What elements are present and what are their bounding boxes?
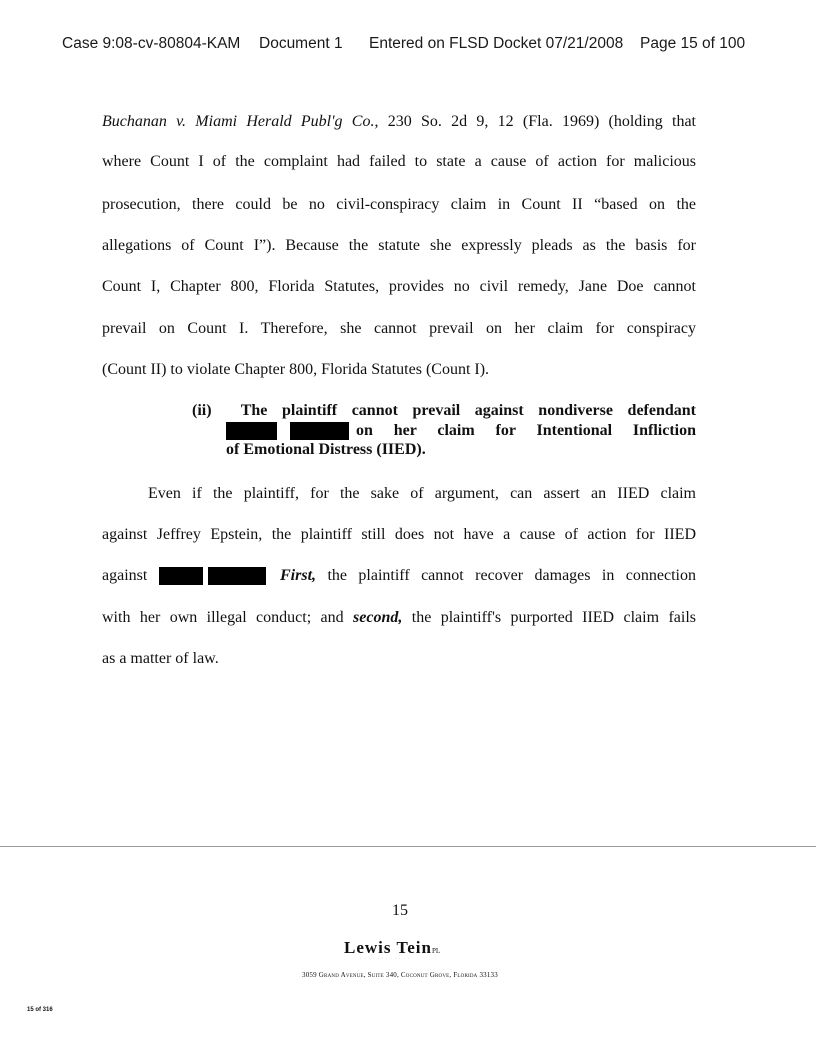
case-citation: Buchanan v. Miami Herald Publ'g Co. bbox=[102, 113, 375, 130]
paragraph-line: with her own illegal conduct; and second, the plaintiff's purported IIED claim fails bbox=[102, 609, 696, 626]
docket-entry: Entered on FLSD Docket 07/21/2008 bbox=[369, 35, 624, 52]
redaction-box bbox=[159, 567, 203, 585]
firm-address: 3059 Grand Avenue, Suite 340, Coconut Grove, Florida 33133 bbox=[302, 971, 498, 979]
paragraph-line: allegations of Count I”). Because the statute she expressly pleads as the basis for bbox=[102, 237, 696, 254]
heading-number: (ii) bbox=[192, 402, 212, 419]
paragraph-line: prosecution, there could be no civil-conspiracy claim in Count II “based on the bbox=[102, 196, 696, 213]
paragraph-line: as a matter of law. bbox=[102, 650, 219, 667]
footer-divider bbox=[0, 846, 816, 847]
redaction-box bbox=[226, 422, 277, 440]
paragraph-line: prevail on Count I. Therefore, she cannot prevail on her claim for conspiracy bbox=[102, 320, 696, 337]
firm-logo-underline: · · · · · · · · · · · · bbox=[360, 956, 410, 961]
paragraph-line: where Count I of the complaint had failed to state a cause of action for malicious bbox=[102, 153, 696, 170]
redaction-box bbox=[208, 567, 266, 585]
page-number: 15 bbox=[392, 902, 408, 919]
paragraph-line: Even if the plaintiff, for the sake of argument, can assert an IIED claim bbox=[148, 485, 696, 502]
heading-line-2: on her claim for Intentional Infliction bbox=[226, 422, 696, 441]
paragraph-line: Count I, Chapter 800, Florida Statutes, provides no civil remedy, Jane Doe cannot bbox=[102, 278, 696, 295]
redaction-box bbox=[290, 422, 349, 440]
heading-line-1: (ii) The plaintiff cannot prevail against nondiverse defendant bbox=[192, 402, 697, 419]
firm-logo: Lewis TeinPL bbox=[344, 938, 441, 957]
paragraph-line: against Jeffrey Epstein, the plaintiff still does not have a cause of action for IIED bbox=[102, 526, 696, 543]
case-number: Case 9:08-cv-80804-KAM bbox=[62, 35, 241, 52]
bates-stamp: 15 of 316 bbox=[27, 1007, 53, 1013]
docket-header bbox=[62, 35, 762, 57]
document-number: Document 1 bbox=[259, 35, 343, 52]
page-indicator: Page 15 of 100 bbox=[640, 35, 746, 52]
heading-line-3: of Emotional Distress (IIED). bbox=[226, 441, 426, 458]
emphasis-second: second, bbox=[353, 609, 403, 626]
paragraph-line: Buchanan v. Miami Herald Publ'g Co., 230 So. 2d 9, 12 (Fla. 1969) (holding that bbox=[102, 113, 696, 130]
emphasis-first: First, bbox=[280, 567, 317, 584]
paragraph-line: (Count II) to violate Chapter 800, Florida Statutes (Count I). bbox=[102, 361, 490, 378]
paragraph-line: against First, the plaintiff cannot recover damages in connection bbox=[102, 567, 696, 584]
